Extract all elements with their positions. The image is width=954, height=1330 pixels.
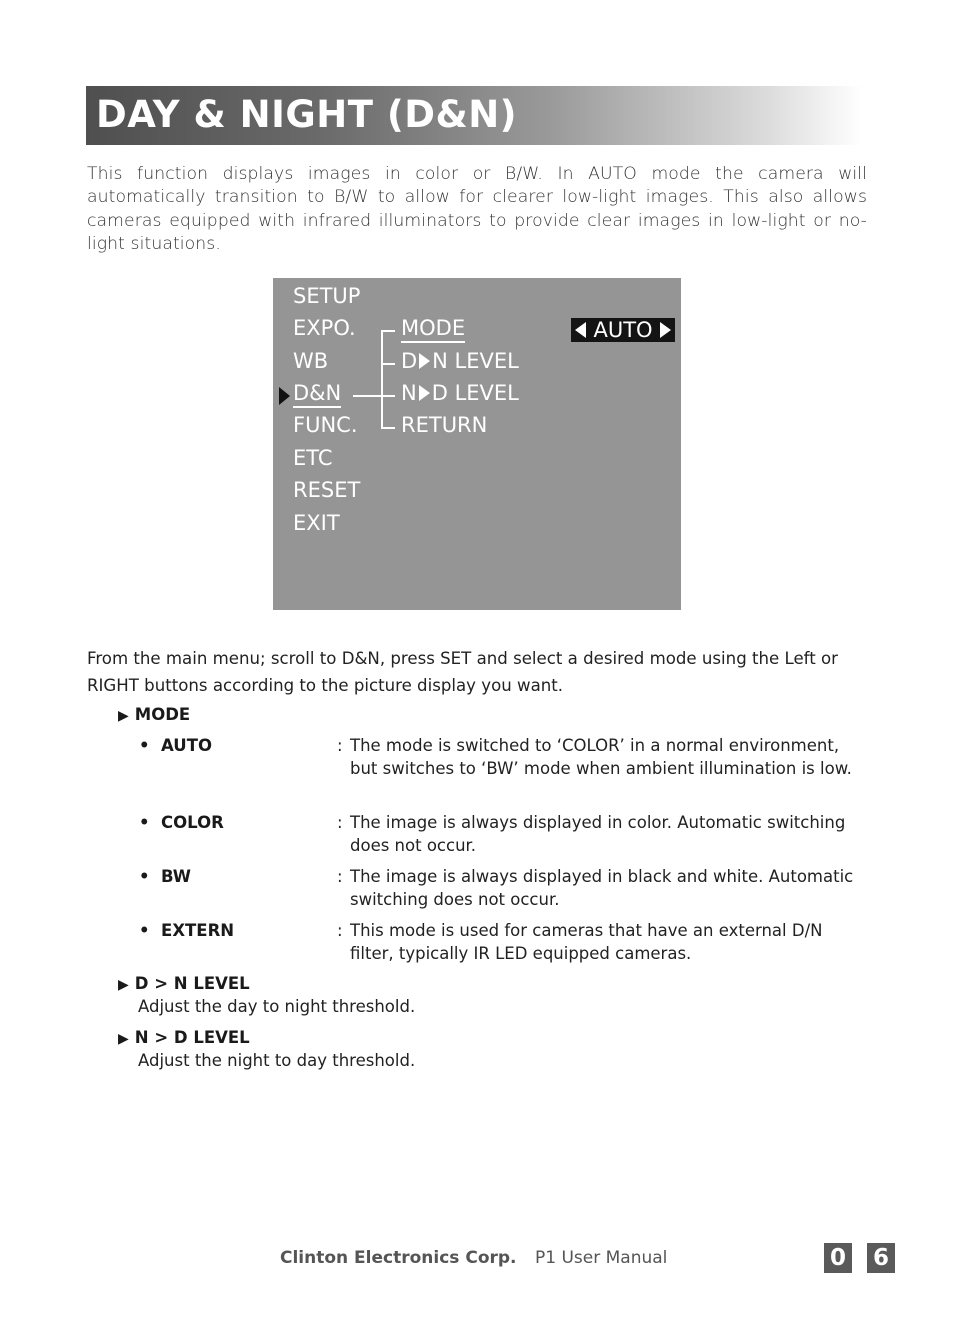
- osd-menu-screenshot: [273, 278, 681, 610]
- osd-mode-value: AUTO: [593, 318, 653, 342]
- osd-menu-setup: SETUP: [293, 284, 361, 308]
- osd-sub-mode: MODE: [401, 316, 465, 343]
- option-name: EXTERN: [161, 921, 235, 940]
- option-name: BW: [161, 867, 191, 886]
- option-desc: The mode is switched to ‘COLOR’ in a normal environment, but switches to ‘BW’ mode when ambient illumination is low.: [350, 736, 852, 778]
- page-title: DAY & NIGHT (D&N): [96, 93, 518, 136]
- section-mode-heading: [118, 705, 190, 724]
- bullet-triangle-icon: ▶: [118, 1031, 129, 1047]
- osd-sub-return: RETURN: [401, 413, 488, 437]
- option-desc: The image is always displayed in color. Automatic switching does not occur.: [350, 813, 846, 855]
- bullet-triangle-icon: ▶: [118, 708, 129, 724]
- osd-menu-reset: RESET: [293, 478, 361, 502]
- option-desc: The image is always displayed in black and white. Automatic switching does not occur.: [350, 867, 854, 909]
- option-bw: • BW: [139, 867, 191, 886]
- section-dn-level-title: D > N LEVEL: [134, 974, 250, 993]
- osd-menu-func: FUNC.: [293, 413, 358, 437]
- page-number-digit: 6: [867, 1243, 895, 1273]
- arrow-right-icon: [660, 322, 671, 338]
- osd-sub-dn-level: [401, 349, 519, 373]
- bullet-triangle-icon: ▶: [118, 977, 129, 993]
- osd-mode-value-box: [571, 318, 675, 342]
- option-bw-desc: : The image is always displayed in black and white. Automatic switching does not occur.: [337, 865, 867, 911]
- arrow-right-icon: [419, 385, 430, 401]
- arrow-right-icon: [419, 353, 430, 369]
- osd-sub-nd-left: N: [401, 381, 417, 405]
- section-nd-level-heading: [118, 1028, 250, 1047]
- section-dn-level-heading: [118, 974, 250, 993]
- page-number-digit: 0: [824, 1243, 852, 1273]
- osd-menu-dn: D&N: [293, 381, 341, 408]
- section-mode-title: MODE: [134, 705, 191, 724]
- osd-menu-etc: ETC: [293, 446, 333, 470]
- option-extern-desc: : This mode is used for cameras that have an external D/N filter, typically IR LED equipped cameras.: [337, 919, 867, 965]
- osd-sub-dn-left: D: [401, 349, 418, 373]
- osd-menu-expo: EXPO.: [293, 316, 356, 340]
- option-desc: This mode is used for cameras that have an external D/N filter, typically IR LED equipped cameras.: [350, 921, 823, 963]
- osd-tree-branch: [381, 363, 395, 365]
- option-name: AUTO: [161, 736, 212, 755]
- option-color: • COLOR: [139, 813, 224, 832]
- osd-tree-branch: [381, 330, 395, 332]
- osd-tree-branch: [353, 395, 395, 397]
- osd-sub-dn-right: N LEVEL: [432, 349, 519, 373]
- osd-sub-nd-level: [401, 381, 519, 405]
- instructions-paragraph: From the main menu; scroll to D&N, press SET and select a desired mode using the Left or RIGHT buttons according to the picture display you want.: [87, 649, 838, 695]
- osd-tree-connector: [381, 330, 383, 427]
- footer-manual-title: P1 User Manual: [535, 1248, 668, 1268]
- footer-company: Clinton Electronics Corp.: [280, 1248, 517, 1268]
- section-nd-level-text: Adjust the night to day threshold.: [138, 1051, 416, 1070]
- osd-selector-icon: [279, 387, 290, 405]
- osd-menu-exit: EXIT: [293, 511, 340, 535]
- option-color-desc: : The image is always displayed in color. Automatic switching does not occur.: [337, 811, 867, 857]
- section-dn-level-text: Adjust the day to night threshold.: [138, 997, 416, 1016]
- osd-sub-nd-right: D LEVEL: [431, 381, 519, 405]
- title-bar: [86, 86, 862, 145]
- arrow-left-icon: [575, 322, 586, 338]
- osd-menu-wb: WB: [293, 349, 329, 373]
- section-nd-level-title: N > D LEVEL: [134, 1028, 250, 1047]
- option-extern: • EXTERN: [139, 921, 235, 940]
- intro-paragraph: This function displays images in color or B/W. In AUTO mode the camera will automatically transition to B/W to allow for clearer low-light images. This also allows cameras equipped with infrared illuminators to provide clear images in low-light or no-light situations.: [87, 164, 867, 254]
- option-name: COLOR: [161, 813, 224, 832]
- option-auto-desc: : The mode is switched to ‘COLOR’ in a normal environment, but switches to ‘BW’ mode when ambient illumination is low.: [337, 734, 867, 780]
- osd-tree-branch: [381, 427, 395, 429]
- option-auto: • AUTO: [139, 736, 212, 755]
